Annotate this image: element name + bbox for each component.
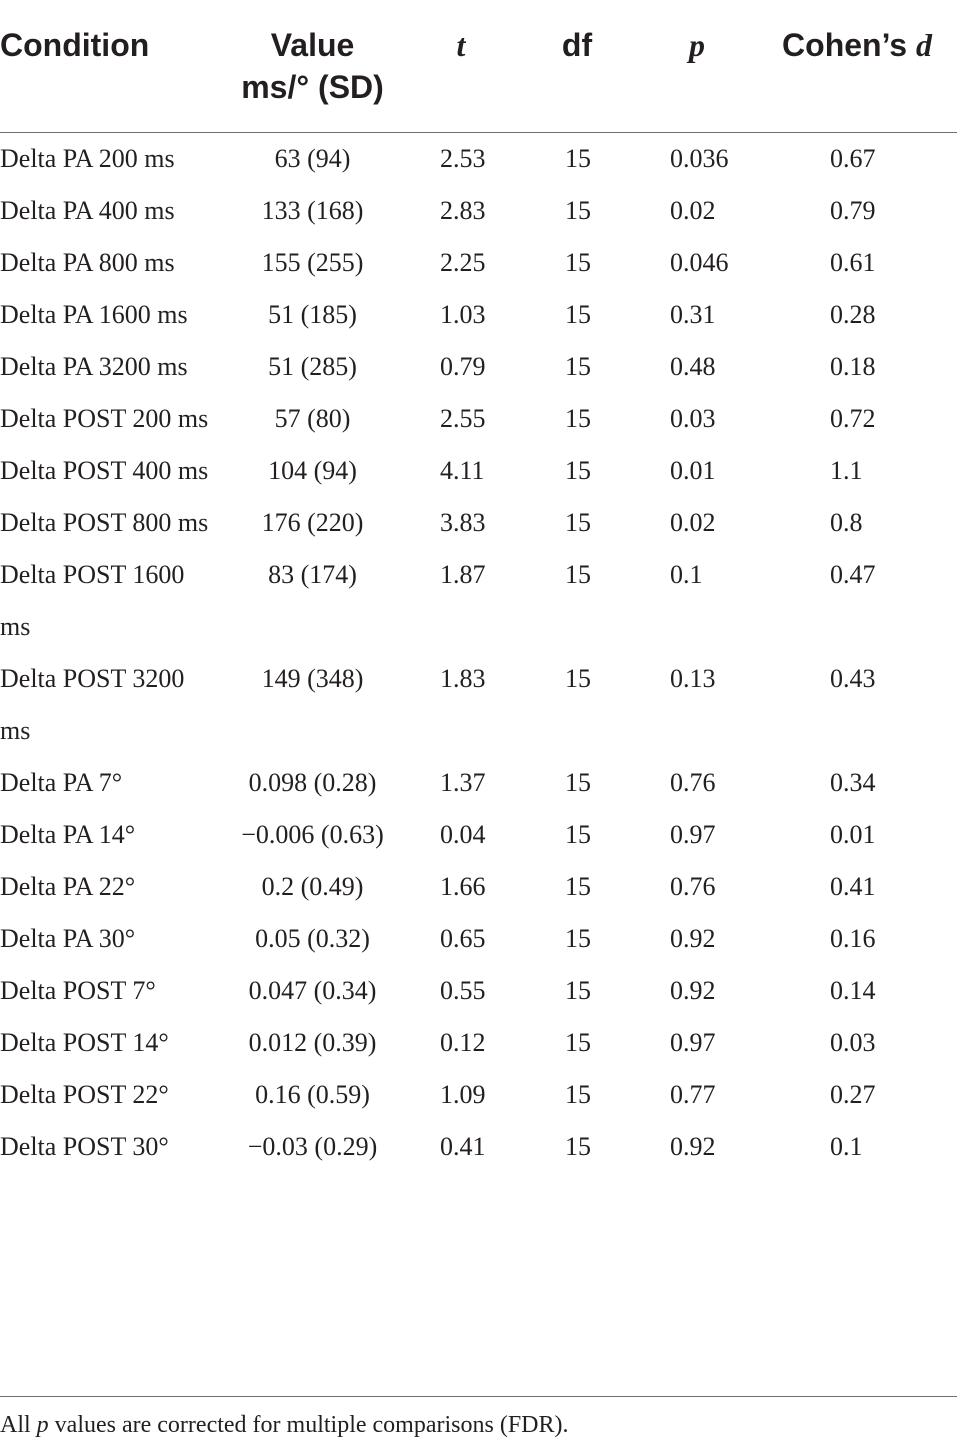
cell-df: 15: [565, 300, 591, 329]
cell-p: 0.046: [670, 248, 729, 277]
cell-value: 57 (80): [274, 404, 351, 433]
cell-cohens-d: 0.61: [830, 248, 876, 277]
cell-p: 0.97: [670, 1028, 716, 1057]
cell-cohens-d: 0.14: [830, 976, 876, 1005]
header-t-label: t: [456, 27, 466, 63]
cell-value: 155 (255): [261, 248, 364, 277]
cell-value: 0.2 (0.49): [261, 872, 364, 901]
table-row: [0, 445, 957, 497]
cell-condition: Delta PA 30°: [0, 924, 136, 953]
cell-p: 0.92: [670, 976, 716, 1005]
cell-t: 0.65: [440, 924, 486, 953]
cell-t: 0.55: [440, 976, 486, 1005]
cell-t: 2.83: [440, 196, 486, 225]
cell-df: 15: [565, 456, 591, 485]
header-value-line2: ms/° (SD): [241, 69, 384, 105]
cell-df: 15: [565, 872, 591, 901]
header-condition: Condition: [0, 0, 220, 133]
cell-df: 15: [565, 560, 591, 589]
cell-condition: Delta POST 400 ms: [0, 456, 209, 485]
header-cohens-d-label: d: [915, 27, 932, 63]
cell-cohens-d: 0.47: [830, 560, 876, 589]
cell-value: 0.098 (0.28): [248, 768, 377, 797]
cell-cohens-d: 0.27: [830, 1080, 876, 1109]
cell-p: 0.92: [670, 1132, 716, 1161]
table-row: [0, 1121, 957, 1173]
table-row: [0, 237, 957, 289]
header-value-line1: Value: [270, 27, 355, 63]
cell-df: 15: [565, 1028, 591, 1057]
cell-t: 4.11: [440, 456, 485, 485]
cell-cohens-d: 0.41: [830, 872, 876, 901]
cell-cohens-d: 0.03: [830, 1028, 876, 1057]
cell-df: 15: [565, 352, 591, 381]
cell-df: 15: [565, 196, 591, 225]
cell-value: 51 (185): [268, 300, 357, 329]
cell-t: 1.87: [440, 560, 486, 589]
header-p: [637, 0, 757, 133]
cell-condition: Delta POST 800 ms: [0, 508, 209, 537]
cell-t: 1.09: [440, 1080, 486, 1109]
footnote-p: p: [36, 1412, 49, 1438]
header-cohens-prefix: Cohen’s: [782, 27, 916, 63]
table-row: [0, 861, 957, 913]
cell-value: −0.03 (0.29): [247, 1132, 378, 1161]
header-t: [405, 0, 517, 133]
cell-condition: Delta PA 14°: [0, 820, 136, 849]
cell-condition: Delta PA 800 ms: [0, 248, 175, 277]
cell-cohens-d: 0.28: [830, 300, 876, 329]
table-row: [0, 185, 957, 237]
cell-value: −0.006 (0.63): [241, 820, 384, 849]
table-bottom-rule: [0, 1396, 957, 1397]
cell-cohens-d: 0.43: [830, 664, 876, 693]
cell-df: 15: [565, 404, 591, 433]
cell-df: 15: [565, 144, 591, 173]
cell-condition: Delta POST 1600 ms: [0, 560, 185, 641]
table-row: [0, 653, 957, 757]
cell-cohens-d: 1.1: [830, 456, 863, 485]
cell-value: 176 (220): [261, 508, 364, 537]
cell-condition: Delta POST 22°: [0, 1080, 169, 1109]
cell-condition: Delta PA 200 ms: [0, 144, 175, 173]
table-row: [0, 497, 957, 549]
header-df: df: [517, 0, 637, 133]
table-row: [0, 549, 957, 653]
cell-t: 2.53: [440, 144, 486, 173]
table-row: [0, 1069, 957, 1121]
cell-cohens-d: 0.34: [830, 768, 876, 797]
cell-p: 0.1: [670, 560, 703, 589]
cell-t: 0.41: [440, 1132, 486, 1161]
cell-t: 0.79: [440, 352, 486, 381]
cell-cohens-d: 0.18: [830, 352, 876, 381]
table-row: [0, 809, 957, 861]
table-body: [0, 133, 957, 1174]
cell-df: 15: [565, 248, 591, 277]
cell-condition: Delta PA 7°: [0, 768, 123, 797]
cell-p: 0.02: [670, 508, 716, 537]
cell-value: 149 (348): [261, 664, 364, 693]
cell-t: 2.55: [440, 404, 486, 433]
cell-p: 0.036: [670, 144, 729, 173]
cell-p: 0.31: [670, 300, 716, 329]
cell-cohens-d: 0.1: [830, 1132, 863, 1161]
cell-condition: Delta POST 200 ms: [0, 404, 209, 433]
cell-condition: Delta PA 3200 ms: [0, 352, 188, 381]
table-row: [0, 757, 957, 809]
cell-df: 15: [565, 976, 591, 1005]
cell-p: 0.48: [670, 352, 716, 381]
table-footnote: [0, 1408, 569, 1442]
cell-df: 15: [565, 664, 591, 693]
cell-t: 1.66: [440, 872, 486, 901]
cell-t: 1.83: [440, 664, 486, 693]
cell-condition: Delta PA 400 ms: [0, 196, 175, 225]
cell-value: 63 (94): [274, 144, 351, 173]
cell-p: 0.13: [670, 664, 716, 693]
cell-df: 15: [565, 1132, 591, 1161]
cell-value: 104 (94): [268, 456, 357, 485]
cell-condition: Delta POST 7°: [0, 976, 156, 1005]
cell-condition: Delta POST 3200 ms: [0, 664, 185, 745]
cell-condition: Delta POST 14°: [0, 1028, 169, 1057]
footnote-suffix: values are corrected for multiple comparisons (FDR).: [48, 1412, 569, 1438]
table-row: [0, 341, 957, 393]
cell-value: 0.012 (0.39): [248, 1028, 377, 1057]
cell-t: 0.12: [440, 1028, 486, 1057]
cell-p: 0.77: [670, 1080, 716, 1109]
cell-df: 15: [565, 768, 591, 797]
cell-p: 0.76: [670, 768, 716, 797]
cell-t: 2.25: [440, 248, 486, 277]
cell-p: 0.03: [670, 404, 716, 433]
cell-value: 0.047 (0.34): [248, 976, 377, 1005]
header-cohens-d: [757, 0, 957, 133]
cell-p: 0.92: [670, 924, 716, 953]
cell-t: 0.04: [440, 820, 486, 849]
cell-p: 0.02: [670, 196, 716, 225]
table-row: [0, 393, 957, 445]
cell-cohens-d: 0.16: [830, 924, 876, 953]
header-row: [0, 0, 957, 133]
cell-value: 83 (174): [268, 560, 357, 589]
table-row: [0, 289, 957, 341]
cell-t: 1.37: [440, 768, 486, 797]
cell-t: 3.83: [440, 508, 486, 537]
cell-df: 15: [565, 1080, 591, 1109]
cell-cohens-d: 0.8: [830, 508, 863, 537]
table-row: [0, 913, 957, 965]
cell-value: 51 (285): [268, 352, 357, 381]
table-row: [0, 1017, 957, 1069]
cell-p: 0.76: [670, 872, 716, 901]
header-p-label: p: [689, 27, 705, 63]
cell-cohens-d: 0.67: [830, 144, 876, 173]
cell-condition: Delta PA 22°: [0, 872, 136, 901]
cell-p: 0.97: [670, 820, 716, 849]
cell-value: 133 (168): [261, 196, 364, 225]
header-value: [220, 0, 405, 133]
cell-cohens-d: 0.79: [830, 196, 876, 225]
cell-value: 0.16 (0.59): [255, 1080, 370, 1109]
cell-t: 1.03: [440, 300, 486, 329]
cell-condition: Delta POST 30°: [0, 1132, 169, 1161]
cell-cohens-d: 0.72: [830, 404, 876, 433]
cell-cohens-d: 0.01: [830, 820, 876, 849]
table-header: [0, 0, 957, 133]
cell-df: 15: [565, 924, 591, 953]
cell-value: 0.05 (0.32): [255, 924, 370, 953]
table-row: [0, 133, 957, 186]
cell-df: 15: [565, 820, 591, 849]
table-row: [0, 965, 957, 1017]
cell-condition: Delta PA 1600 ms: [0, 300, 188, 329]
cell-p: 0.01: [670, 456, 716, 485]
cell-df: 15: [565, 508, 591, 537]
footnote-prefix: All: [0, 1412, 37, 1438]
